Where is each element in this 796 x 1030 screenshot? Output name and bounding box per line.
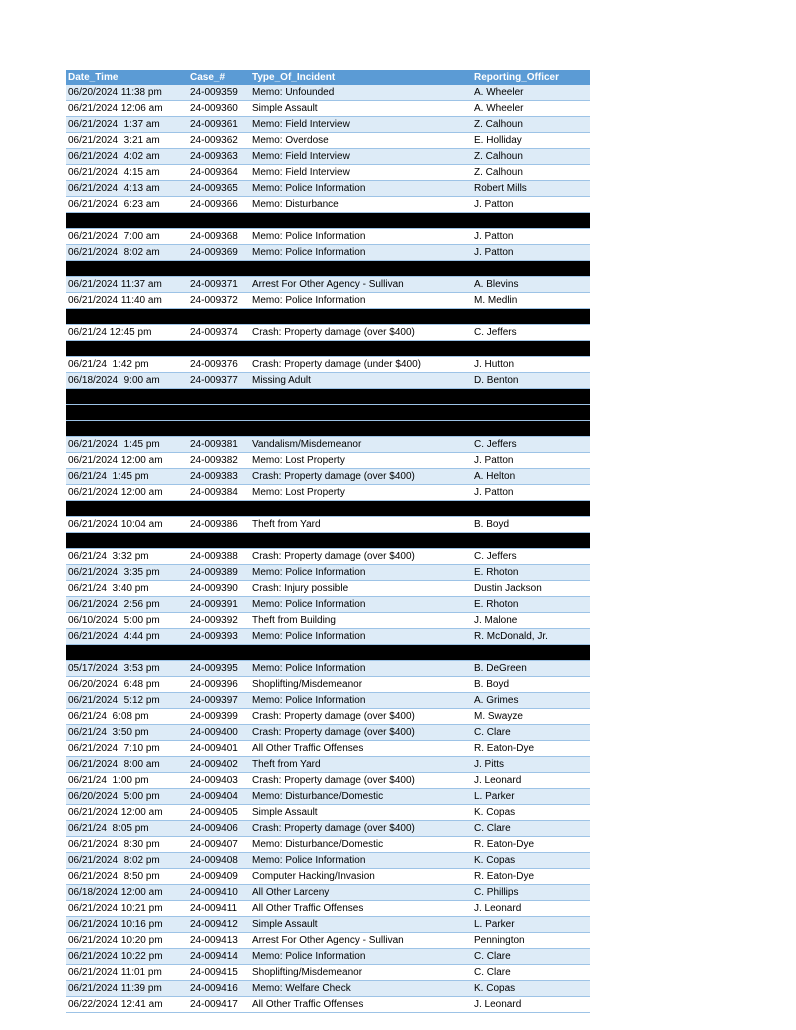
table-row — [66, 549, 590, 565]
cell-type-of-incident: Missing Adult — [250, 373, 472, 389]
cell-type-of-incident: Memo: Police Information — [250, 293, 472, 309]
cell-type-of-incident: Theft from Yard — [250, 517, 472, 533]
table-row — [66, 693, 590, 709]
redacted-row — [66, 501, 590, 517]
cell-reporting-officer: A. Wheeler — [472, 85, 590, 101]
cell-type-of-incident: Arrest For Other Agency - Sullivan — [250, 277, 472, 293]
cell-date-time: 06/21/2024 11:40 am — [66, 293, 188, 309]
redaction-bar — [66, 309, 590, 325]
cell-reporting-officer: Robert Mills — [472, 181, 590, 197]
cell-case-number: 24-009361 — [188, 117, 250, 133]
table-row — [66, 133, 590, 149]
cell-reporting-officer: B. Boyd — [472, 677, 590, 693]
cell-date-time: 06/21/2024 8:02 pm — [66, 853, 188, 869]
table-row — [66, 933, 590, 949]
cell-reporting-officer: K. Copas — [472, 853, 590, 869]
cell-type-of-incident: Vandalism/Misdemeanor — [250, 437, 472, 453]
cell-reporting-officer: J. Leonard — [472, 901, 590, 917]
cell-reporting-officer: J. Patton — [472, 453, 590, 469]
table-row — [66, 453, 590, 469]
redacted-row — [66, 213, 590, 229]
table-row — [66, 757, 590, 773]
cell-case-number: 24-009366 — [188, 197, 250, 213]
cell-case-number: 24-009409 — [188, 869, 250, 885]
cell-type-of-incident: Computer Hacking/Invasion — [250, 869, 472, 885]
cell-date-time: 06/18/2024 12:00 am — [66, 885, 188, 901]
table-row — [66, 197, 590, 213]
cell-date-time: 06/21/2024 5:12 pm — [66, 693, 188, 709]
cell-reporting-officer: R. Eaton-Dye — [472, 837, 590, 853]
cell-date-time: 06/18/2024 9:00 am — [66, 373, 188, 389]
cell-date-time: 06/21/2024 7:00 am — [66, 229, 188, 245]
incident-log-table — [66, 70, 590, 1013]
cell-date-time: 06/21/2024 8:30 pm — [66, 837, 188, 853]
cell-case-number: 24-009412 — [188, 917, 250, 933]
table-row — [66, 773, 590, 789]
cell-reporting-officer: Pennington — [472, 933, 590, 949]
cell-case-number: 24-009405 — [188, 805, 250, 821]
table-row — [66, 469, 590, 485]
cell-case-number: 24-009399 — [188, 709, 250, 725]
cell-reporting-officer: Z. Calhoun — [472, 117, 590, 133]
cell-date-time: 06/21/2024 3:35 pm — [66, 565, 188, 581]
cell-date-time: 06/21/2024 1:37 am — [66, 117, 188, 133]
cell-reporting-officer: J. Patton — [472, 485, 590, 501]
cell-type-of-incident: Memo: Police Information — [250, 597, 472, 613]
cell-case-number: 24-009410 — [188, 885, 250, 901]
table-row — [66, 709, 590, 725]
table-row — [66, 373, 590, 389]
redaction-bar — [66, 405, 590, 421]
cell-reporting-officer: C. Jeffers — [472, 437, 590, 453]
cell-case-number: 24-009383 — [188, 469, 250, 485]
cell-reporting-officer: C. Clare — [472, 949, 590, 965]
cell-reporting-officer: B. Boyd — [472, 517, 590, 533]
cell-type-of-incident: Simple Assault — [250, 805, 472, 821]
cell-reporting-officer: B. DeGreen — [472, 661, 590, 677]
cell-date-time: 06/21/2024 10:21 pm — [66, 901, 188, 917]
table-row — [66, 725, 590, 741]
cell-case-number: 24-009372 — [188, 293, 250, 309]
cell-reporting-officer: M. Medlin — [472, 293, 590, 309]
redaction-bar — [66, 389, 590, 405]
cell-type-of-incident: Arrest For Other Agency - Sullivan — [250, 933, 472, 949]
cell-type-of-incident: Memo: Disturbance/Domestic — [250, 789, 472, 805]
cell-type-of-incident: All Other Traffic Offenses — [250, 901, 472, 917]
cell-reporting-officer: C. Clare — [472, 965, 590, 981]
cell-type-of-incident: Memo: Police Information — [250, 245, 472, 261]
table-header — [66, 70, 590, 85]
cell-reporting-officer: A. Wheeler — [472, 101, 590, 117]
cell-type-of-incident: Memo: Overdose — [250, 133, 472, 149]
cell-reporting-officer: C. Clare — [472, 821, 590, 837]
cell-case-number: 24-009393 — [188, 629, 250, 645]
cell-case-number: 24-009377 — [188, 373, 250, 389]
column-header-date-time: Date_Time — [66, 70, 188, 85]
cell-type-of-incident: Memo: Field Interview — [250, 149, 472, 165]
table-row — [66, 997, 590, 1013]
table-row — [66, 837, 590, 853]
cell-type-of-incident: Memo: Disturbance/Domestic — [250, 837, 472, 853]
cell-date-time: 06/21/2024 1:45 pm — [66, 437, 188, 453]
cell-reporting-officer: Z. Calhoun — [472, 149, 590, 165]
table-row — [66, 597, 590, 613]
redacted-row — [66, 645, 590, 661]
cell-type-of-incident: Memo: Police Information — [250, 853, 472, 869]
cell-case-number: 24-009396 — [188, 677, 250, 693]
cell-reporting-officer: L. Parker — [472, 917, 590, 933]
cell-type-of-incident: Memo: Lost Property — [250, 485, 472, 501]
cell-type-of-incident: Memo: Welfare Check — [250, 981, 472, 997]
cell-type-of-incident: Crash: Property damage (over $400) — [250, 773, 472, 789]
cell-type-of-incident: Theft from Yard — [250, 757, 472, 773]
cell-date-time: 06/22/2024 12:41 am — [66, 997, 188, 1013]
cell-type-of-incident: Crash: Property damage (over $400) — [250, 821, 472, 837]
cell-reporting-officer: E. Rhoton — [472, 565, 590, 581]
table-row — [66, 629, 590, 645]
cell-reporting-officer: Dustin Jackson — [472, 581, 590, 597]
cell-type-of-incident: Crash: Property damage (under $400) — [250, 357, 472, 373]
cell-reporting-officer: J. Leonard — [472, 773, 590, 789]
cell-type-of-incident: Memo: Police Information — [250, 629, 472, 645]
cell-date-time: 06/21/24 3:32 pm — [66, 549, 188, 565]
cell-date-time: 06/20/2024 6:48 pm — [66, 677, 188, 693]
cell-type-of-incident: Simple Assault — [250, 101, 472, 117]
redacted-row — [66, 405, 590, 421]
table-body — [66, 85, 590, 1013]
cell-case-number: 24-009400 — [188, 725, 250, 741]
table-row — [66, 85, 590, 101]
cell-case-number: 24-009381 — [188, 437, 250, 453]
cell-date-time: 06/21/2024 11:37 am — [66, 277, 188, 293]
cell-reporting-officer: R. Eaton-Dye — [472, 869, 590, 885]
cell-case-number: 24-009364 — [188, 165, 250, 181]
cell-type-of-incident: Crash: Property damage (over $400) — [250, 325, 472, 341]
cell-date-time: 06/21/2024 12:00 am — [66, 453, 188, 469]
table-row — [66, 101, 590, 117]
cell-date-time: 06/21/2024 6:23 am — [66, 197, 188, 213]
cell-reporting-officer: J. Leonard — [472, 997, 590, 1013]
cell-date-time: 06/21/24 1:45 pm — [66, 469, 188, 485]
cell-date-time: 06/21/24 8:05 pm — [66, 821, 188, 837]
cell-case-number: 24-009371 — [188, 277, 250, 293]
cell-case-number: 24-009404 — [188, 789, 250, 805]
cell-case-number: 24-009386 — [188, 517, 250, 533]
cell-type-of-incident: Theft from Building — [250, 613, 472, 629]
cell-date-time: 06/21/24 6:08 pm — [66, 709, 188, 725]
cell-reporting-officer: C. Jeffers — [472, 549, 590, 565]
cell-reporting-officer: J. Pitts — [472, 757, 590, 773]
cell-type-of-incident: Shoplifting/Misdemeanor — [250, 677, 472, 693]
cell-reporting-officer: R. McDonald, Jr. — [472, 629, 590, 645]
cell-reporting-officer: C. Clare — [472, 725, 590, 741]
cell-date-time: 06/21/2024 4:13 am — [66, 181, 188, 197]
cell-type-of-incident: All Other Traffic Offenses — [250, 741, 472, 757]
cell-type-of-incident: Memo: Police Information — [250, 949, 472, 965]
cell-reporting-officer: L. Parker — [472, 789, 590, 805]
cell-date-time: 06/21/2024 4:02 am — [66, 149, 188, 165]
redacted-row — [66, 261, 590, 277]
cell-case-number: 24-009359 — [188, 85, 250, 101]
cell-reporting-officer: K. Copas — [472, 805, 590, 821]
cell-type-of-incident: Memo: Police Information — [250, 229, 472, 245]
cell-date-time: 06/21/24 12:45 pm — [66, 325, 188, 341]
column-header-case-number: Case_# — [188, 70, 250, 85]
cell-type-of-incident: Memo: Lost Property — [250, 453, 472, 469]
table-row — [66, 949, 590, 965]
redaction-bar — [66, 501, 590, 517]
cell-case-number: 24-009397 — [188, 693, 250, 709]
cell-date-time: 06/10/2024 5:00 pm — [66, 613, 188, 629]
table-row — [66, 165, 590, 181]
cell-case-number: 24-009407 — [188, 837, 250, 853]
cell-type-of-incident: Crash: Property damage (over $400) — [250, 725, 472, 741]
header-row — [66, 70, 590, 85]
cell-date-time: 06/20/2024 5:00 pm — [66, 789, 188, 805]
table-row — [66, 981, 590, 997]
table-row — [66, 181, 590, 197]
table-row — [66, 293, 590, 309]
cell-case-number: 24-009414 — [188, 949, 250, 965]
table-row — [66, 885, 590, 901]
cell-date-time: 06/21/2024 8:00 am — [66, 757, 188, 773]
cell-date-time: 06/21/2024 12:06 am — [66, 101, 188, 117]
cell-type-of-incident: All Other Traffic Offenses — [250, 997, 472, 1013]
cell-type-of-incident: Crash: Property damage (over $400) — [250, 709, 472, 725]
table-row — [66, 117, 590, 133]
table-row — [66, 677, 590, 693]
cell-case-number: 24-009403 — [188, 773, 250, 789]
cell-date-time: 06/21/2024 8:02 am — [66, 245, 188, 261]
cell-reporting-officer: D. Benton — [472, 373, 590, 389]
cell-reporting-officer: J. Patton — [472, 229, 590, 245]
cell-date-time: 06/21/24 1:42 pm — [66, 357, 188, 373]
cell-date-time: 06/21/2024 2:56 pm — [66, 597, 188, 613]
cell-date-time: 06/21/2024 4:15 am — [66, 165, 188, 181]
cell-date-time: 05/17/2024 3:53 pm — [66, 661, 188, 677]
cell-date-time: 06/21/2024 8:50 pm — [66, 869, 188, 885]
cell-type-of-incident: Crash: Property damage (over $400) — [250, 469, 472, 485]
cell-date-time: 06/21/2024 10:16 pm — [66, 917, 188, 933]
cell-type-of-incident: Crash: Injury possible — [250, 581, 472, 597]
cell-case-number: 24-009413 — [188, 933, 250, 949]
cell-reporting-officer: A. Helton — [472, 469, 590, 485]
cell-case-number: 24-009390 — [188, 581, 250, 597]
cell-date-time: 06/21/2024 7:10 pm — [66, 741, 188, 757]
redaction-bar — [66, 421, 590, 437]
table-row — [66, 965, 590, 981]
cell-reporting-officer: J. Hutton — [472, 357, 590, 373]
cell-case-number: 24-009368 — [188, 229, 250, 245]
cell-case-number: 24-009402 — [188, 757, 250, 773]
redacted-row — [66, 421, 590, 437]
cell-case-number: 24-009391 — [188, 597, 250, 613]
cell-reporting-officer: E. Rhoton — [472, 597, 590, 613]
table-row — [66, 661, 590, 677]
cell-type-of-incident: Memo: Field Interview — [250, 117, 472, 133]
cell-type-of-incident: Memo: Police Information — [250, 661, 472, 677]
cell-case-number: 24-009401 — [188, 741, 250, 757]
table-row — [66, 277, 590, 293]
cell-date-time: 06/21/2024 3:21 am — [66, 133, 188, 149]
table-row — [66, 245, 590, 261]
redaction-bar — [66, 645, 590, 661]
cell-date-time: 06/21/2024 12:00 am — [66, 805, 188, 821]
cell-type-of-incident: Memo: Field Interview — [250, 165, 472, 181]
cell-case-number: 24-009411 — [188, 901, 250, 917]
cell-reporting-officer: A. Grimes — [472, 693, 590, 709]
cell-reporting-officer: C. Jeffers — [472, 325, 590, 341]
table-row — [66, 149, 590, 165]
cell-reporting-officer: E. Holliday — [472, 133, 590, 149]
cell-date-time: 06/21/2024 11:01 pm — [66, 965, 188, 981]
cell-case-number: 24-009369 — [188, 245, 250, 261]
cell-type-of-incident: All Other Larceny — [250, 885, 472, 901]
cell-date-time: 06/21/2024 12:00 am — [66, 485, 188, 501]
table-row — [66, 805, 590, 821]
table-row — [66, 741, 590, 757]
column-header-type-of-incident: Type_Of_Incident — [250, 70, 472, 85]
table-row — [66, 485, 590, 501]
table-row — [66, 789, 590, 805]
cell-type-of-incident: Memo: Unfounded — [250, 85, 472, 101]
cell-reporting-officer: J. Patton — [472, 197, 590, 213]
cell-date-time: 06/21/2024 11:39 pm — [66, 981, 188, 997]
cell-date-time: 06/21/2024 10:22 pm — [66, 949, 188, 965]
table-row — [66, 853, 590, 869]
cell-reporting-officer: A. Blevins — [472, 277, 590, 293]
cell-case-number: 24-009365 — [188, 181, 250, 197]
cell-case-number: 24-009362 — [188, 133, 250, 149]
cell-type-of-incident: Simple Assault — [250, 917, 472, 933]
redacted-row — [66, 533, 590, 549]
cell-date-time: 06/21/24 3:50 pm — [66, 725, 188, 741]
cell-case-number: 24-009415 — [188, 965, 250, 981]
table-row — [66, 821, 590, 837]
cell-reporting-officer: K. Copas — [472, 981, 590, 997]
cell-date-time: 06/21/24 1:00 pm — [66, 773, 188, 789]
redacted-row — [66, 389, 590, 405]
cell-case-number: 24-009388 — [188, 549, 250, 565]
table-row — [66, 229, 590, 245]
cell-case-number: 24-009382 — [188, 453, 250, 469]
cell-date-time: 06/21/24 3:40 pm — [66, 581, 188, 597]
table-row — [66, 357, 590, 373]
table-row — [66, 917, 590, 933]
cell-case-number: 24-009363 — [188, 149, 250, 165]
cell-type-of-incident: Memo: Disturbance — [250, 197, 472, 213]
table-row — [66, 901, 590, 917]
table-row — [66, 613, 590, 629]
table-row — [66, 437, 590, 453]
cell-reporting-officer: R. Eaton-Dye — [472, 741, 590, 757]
cell-type-of-incident: Crash: Property damage (over $400) — [250, 549, 472, 565]
cell-date-time: 06/21/2024 10:20 pm — [66, 933, 188, 949]
table-row — [66, 517, 590, 533]
cell-reporting-officer: J. Malone — [472, 613, 590, 629]
cell-reporting-officer: J. Patton — [472, 245, 590, 261]
cell-type-of-incident: Memo: Police Information — [250, 565, 472, 581]
cell-case-number: 24-009389 — [188, 565, 250, 581]
table-row — [66, 581, 590, 597]
cell-case-number: 24-009417 — [188, 997, 250, 1013]
cell-type-of-incident: Memo: Police Information — [250, 693, 472, 709]
cell-case-number: 24-009416 — [188, 981, 250, 997]
cell-case-number: 24-009408 — [188, 853, 250, 869]
cell-reporting-officer: C. Phillips — [472, 885, 590, 901]
table-row — [66, 565, 590, 581]
redacted-row — [66, 309, 590, 325]
cell-type-of-incident: Shoplifting/Misdemeanor — [250, 965, 472, 981]
cell-type-of-incident: Memo: Police Information — [250, 181, 472, 197]
cell-reporting-officer: M. Swayze — [472, 709, 590, 725]
cell-date-time: 06/21/2024 4:44 pm — [66, 629, 188, 645]
cell-case-number: 24-009384 — [188, 485, 250, 501]
cell-case-number: 24-009395 — [188, 661, 250, 677]
cell-case-number: 24-009392 — [188, 613, 250, 629]
redacted-row — [66, 341, 590, 357]
column-header-reporting-officer: Reporting_Officer — [472, 70, 590, 85]
table-row — [66, 325, 590, 341]
cell-reporting-officer: Z. Calhoun — [472, 165, 590, 181]
cell-case-number: 24-009406 — [188, 821, 250, 837]
redaction-bar — [66, 261, 590, 277]
redaction-bar — [66, 213, 590, 229]
table-row — [66, 869, 590, 885]
cell-case-number: 24-009360 — [188, 101, 250, 117]
cell-date-time: 06/20/2024 11:38 pm — [66, 85, 188, 101]
redaction-bar — [66, 533, 590, 549]
cell-case-number: 24-009376 — [188, 357, 250, 373]
cell-date-time: 06/21/2024 10:04 am — [66, 517, 188, 533]
redaction-bar — [66, 341, 590, 357]
cell-case-number: 24-009374 — [188, 325, 250, 341]
